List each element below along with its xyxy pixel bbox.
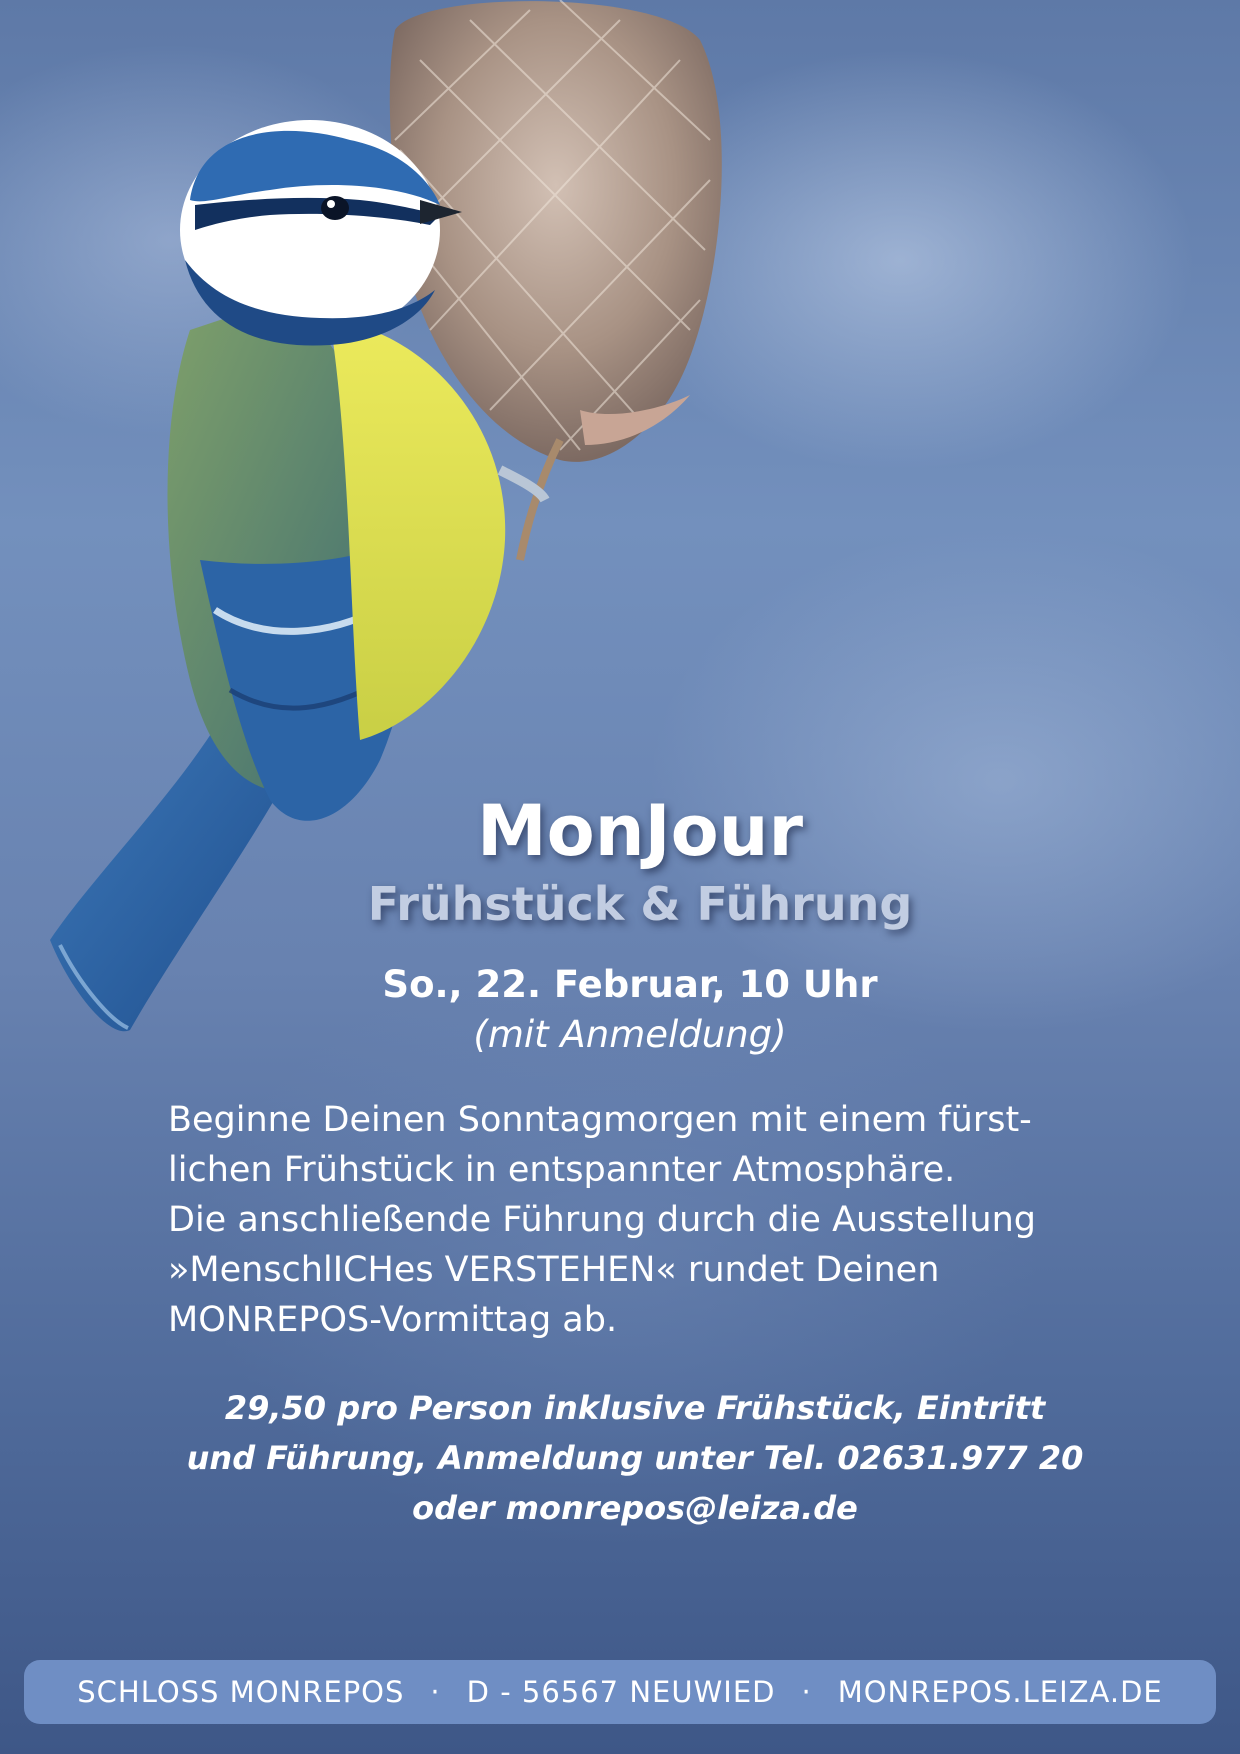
footer-separator: · [430, 1675, 441, 1709]
description-line: MONREPOS-Vormittag ab. [168, 1300, 618, 1340]
footer-website-link[interactable]: MONREPOS.LEIZA.DE [837, 1675, 1163, 1709]
pricing-info [120, 1383, 1150, 1533]
description-line: Beginne Deinen Sonntagmorgen mit einem fürst- [168, 1100, 1032, 1140]
footer-location: SCHLOSS MONREPOS [77, 1675, 405, 1709]
footer-separator: · [801, 1675, 812, 1709]
event-date: So., 22. Februar, 10 Uhr [382, 963, 878, 1006]
description-line: lichen Frühstück in entspannter Atmosphäre. [168, 1150, 956, 1190]
event-title: MonJour [476, 790, 804, 872]
event-description [168, 1095, 1128, 1345]
footer-bar [24, 1660, 1216, 1724]
description-line: Die anschließende Führung durch die Ausstellung [168, 1200, 1036, 1240]
event-subtitle: Frühstück & Führung [367, 877, 913, 931]
footer-address: D - 56567 NEUWIED [466, 1675, 776, 1709]
registration-note: (mit Anmeldung) [473, 1013, 787, 1056]
description-line: »MenschlICHes VERSTEHEN« rundet Deinen [168, 1250, 940, 1290]
pricing-line: und Führung, Anmeldung unter Tel. 02631.977 20 [186, 1439, 1084, 1477]
pricing-line: 29,50 pro Person inklusive Frühstück, Eintritt [224, 1389, 1046, 1427]
pricing-line: oder monrepos@leiza.de [412, 1489, 858, 1527]
